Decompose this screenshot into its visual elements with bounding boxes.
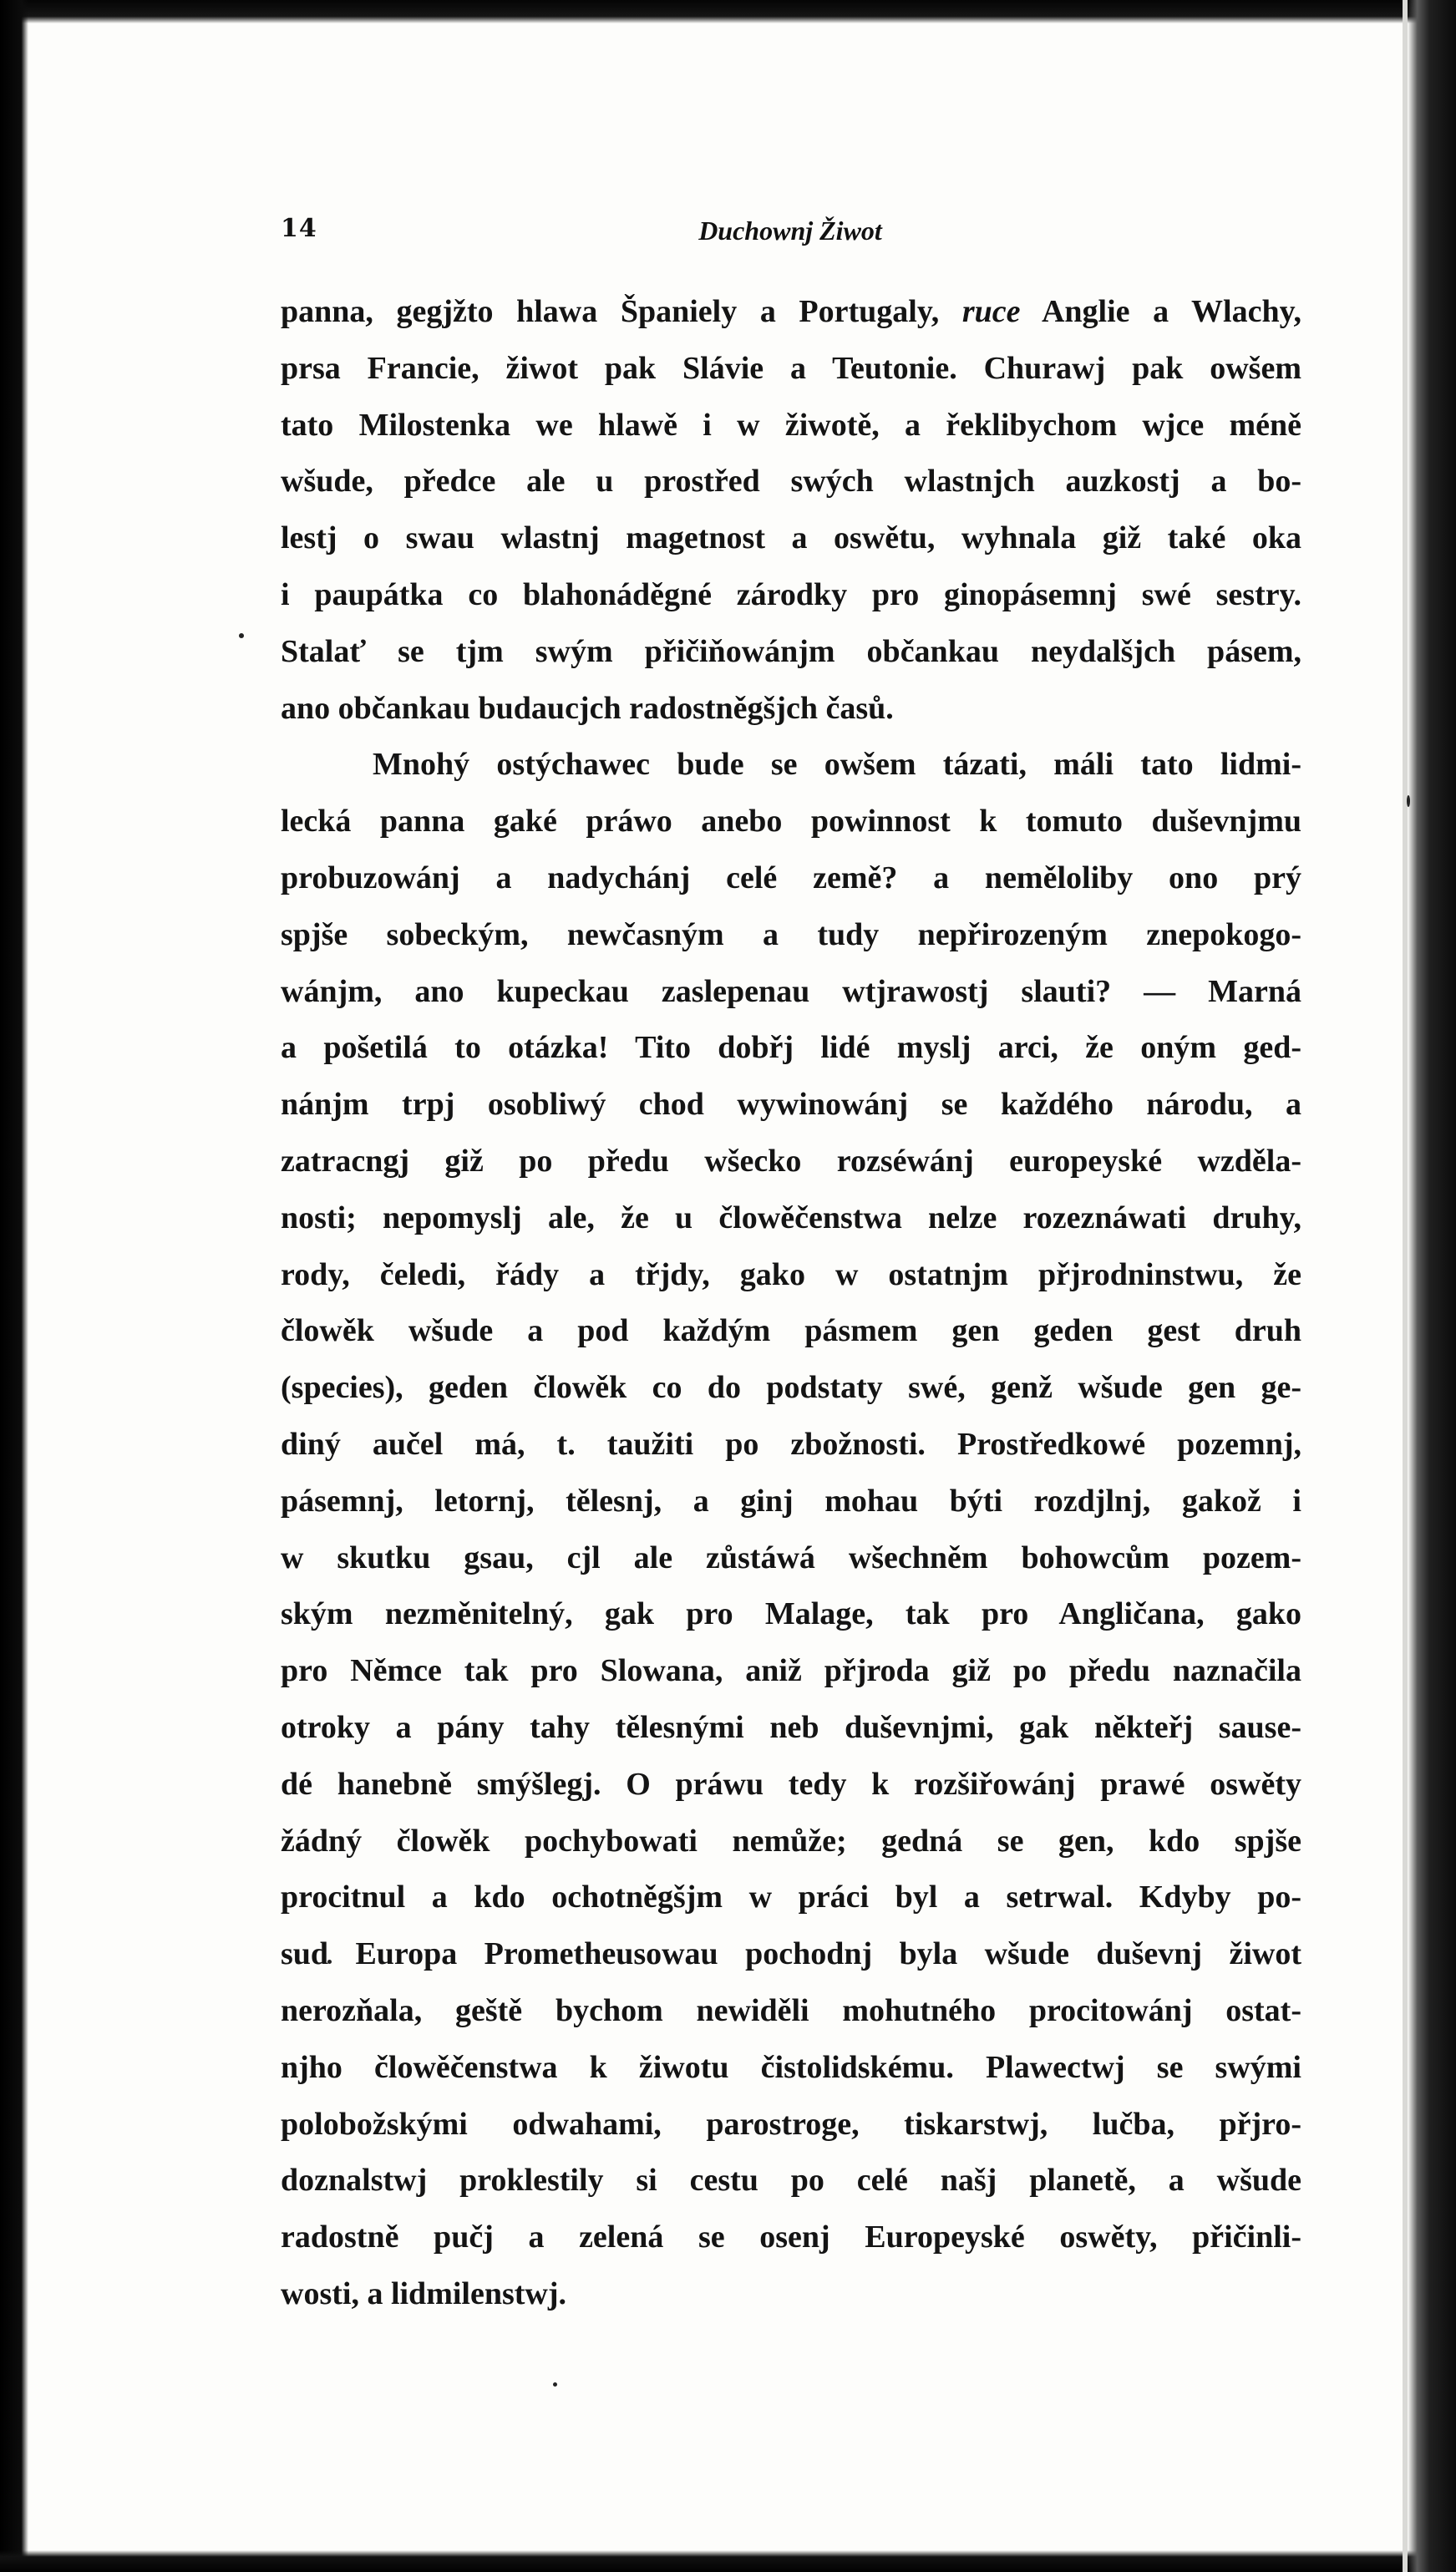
text-line: a pošetilá to otázka! Tito dobřj lidé myslj arci, že oným ged- [281, 1030, 1301, 1066]
page-header [281, 214, 1300, 256]
text-line: i paupátka co blahonáděgné zárodky pro ginopásemnj swé sestry. [281, 576, 1301, 612]
text-line: sud Europa Prometheusowau pochodnj byla wšude duševnj žiwot [281, 1936, 1301, 1972]
text-line: diný aučel má, t. taužiti po zbožnosti. Prostředkowé pozemnj, [281, 1426, 1301, 1462]
text-line: nánjm trpj osobliwý chod wywinowánj se každého národu, a [281, 1087, 1301, 1123]
scan-border-top [0, 0, 1456, 23]
text-line: zatracngj giž po předu wšecko rozséwánj europeyské wzděla- [281, 1143, 1301, 1179]
text-line: nosti; nepomyslj ale, že u člowěčenstwa nelze rozeznáwati druhy, [281, 1200, 1301, 1235]
running-title: Duchownj Žiwot [698, 216, 882, 246]
text-line: probuzowánj a nadychánj celé země? a neměloliby ono prý [281, 860, 1301, 895]
text-line: otroky a pány tahy tělesnými neb duševnjmi, gak někteřj sause- [281, 1709, 1301, 1745]
text-line: doznalstwj proklestily si cestu po celé našj planetě, a wšude [281, 2163, 1301, 2199]
text-line: člowěk wšude a pod každým pásmem gen geden gest druh [281, 1313, 1301, 1349]
text-line: nerozňala, geště bychom newiděli mohutného procitowánj ostat- [281, 1992, 1301, 2028]
text-line: ano občankau budaucjch radostněgšjch časů. [281, 690, 894, 726]
line-part: Anglie a Wlachy, [1020, 294, 1301, 329]
text-line: ským nezměnitelný, gak pro Malage, tak pro Angličana, gako [281, 1596, 1301, 1632]
text-line: tato Milostenka we hlawě i w žiwotě, a řeklibychom wjce méně [281, 407, 1301, 443]
text-line: njho člowěčenstwa k žiwotu čistolidskému. Plawectwj se swými [281, 2049, 1301, 2085]
ink-speck [239, 633, 244, 638]
text-line: žádný člowěk pochybowati nemůže; gedná se gen, kdo spjše [281, 1823, 1301, 1859]
text-line: procitnul a kdo ochotněgšjm w práci byl a setrwal. Kdyby po- [281, 1880, 1301, 1915]
text-line: prsa Francie, žiwot pak Slávie a Teutonie. Churawj pak owšem [281, 350, 1301, 386]
paragraph-2 [281, 737, 1301, 2322]
text-line: pásemnj, letornj, tělesnj, a ginj mohau býti rozdjlnj, gakož i [281, 1483, 1301, 1519]
text-line: wšude, předce ale u prostřed swých wlastnjch auzkostj a bo- [281, 464, 1301, 500]
text-line: Stalať se tjm swým přičiňowánjm občankau neydalšjch pásem, [281, 633, 1301, 669]
text-line: (species), geden člowěk co do podstaty swé, genž wšude gen ge- [281, 1370, 1301, 1406]
text-line: spjše sobeckým, newčasným a tudy nepřirozeným znepokogo- [281, 916, 1301, 952]
text-line: wánjm, ano kupeckau zaslepenau wtjrawostj slauti? — Marná [281, 973, 1301, 1009]
text-line: radostně pučj a zelená se osenj Europeyské oswěty, přičinli- [281, 2219, 1301, 2255]
text-line: lestj o swau wlastnj magetnost a oswětu, wyhnala giž také oka [281, 520, 1301, 556]
text-line: w skutku gsau, cjl ale zůstáwá wšechněm bohowcům pozem- [281, 1540, 1301, 1575]
text-line: pro Němce tak pro Slowana, aniž přjroda giž po předu naznačila [281, 1653, 1301, 1689]
text-line: rody, čeledi, řády a třjdy, gako w ostatnjm přjrodninstwu, že [281, 1256, 1301, 1292]
scan-border-right [1408, 0, 1456, 2572]
body-text [281, 284, 1301, 2323]
ink-speck [553, 2382, 557, 2387]
text-line: wosti, a lidmilenstwj. [281, 2275, 566, 2311]
scan-border-bottom [0, 2550, 1456, 2572]
paragraph-1 [281, 284, 1301, 737]
text-line [281, 284, 1301, 341]
text-line: lecká panna gaké práwo anebo powinnost k tomuto duševnjmu [281, 804, 1301, 840]
text-line: Mnohý ostýchawec bude se owšem tázati, máli tato lidmi- [373, 747, 1301, 783]
text-line: polobožskými odwahami, parostroge, tiskarstwj, lučba, přjro- [281, 2106, 1301, 2142]
scan-border-left [0, 0, 28, 2572]
line-part: panna, gegjžto hlawa Španiely a Portugaly, [281, 294, 962, 329]
ink-speck [1407, 795, 1410, 807]
text-line: dé hanebně smýšlegj. O práwu tedy k rozšiřowánj prawé oswěty [281, 1766, 1301, 1802]
page-number: 14 [281, 214, 317, 243]
italic-word: ruce [961, 294, 1021, 329]
